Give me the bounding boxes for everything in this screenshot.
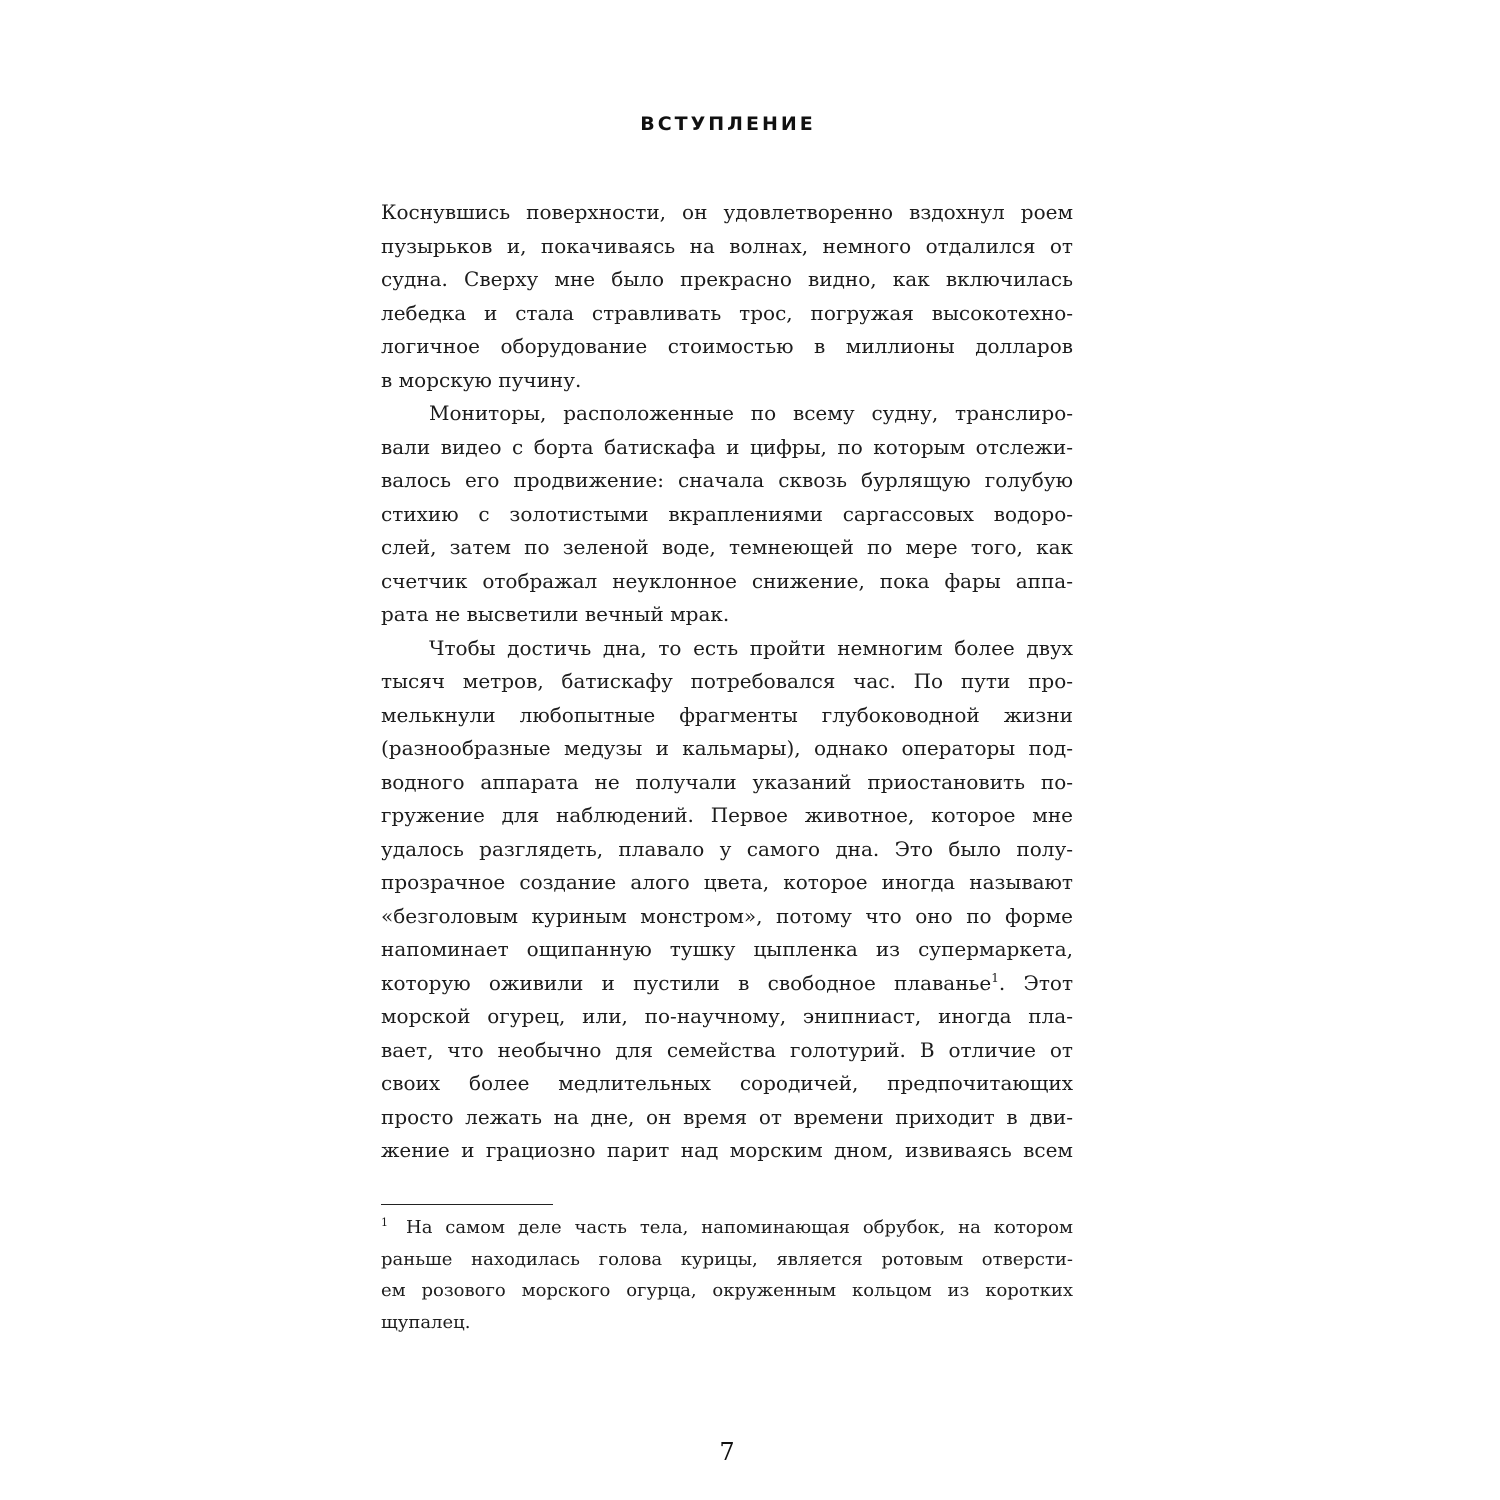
footnote-marker: 1 <box>381 1216 388 1229</box>
body-text <box>381 196 1073 1168</box>
text-line: счетчик отображал неуклонное снижение, пока фары аппа- <box>381 568 1073 593</box>
page-number: 7 <box>719 1438 735 1466</box>
text-line: вали видео с борта батискафа и цифры, по которым отслежи- <box>381 434 1073 459</box>
footnote-text: На самом деле часть тела, напоминающая обрубок, на котором <box>406 1217 1073 1238</box>
footnote-divider <box>381 1204 553 1205</box>
text-line: своих более медлительных сородичей, предпочитающих <box>381 1071 1073 1095</box>
text-line: судна. Сверху мне было прекрасно видно, как включилась <box>381 267 1073 291</box>
text-line: тысяч метров, батискафу потребовался час. По пути про- <box>381 669 1073 693</box>
footnote-line: ем розового морского огурца, окруженным кольцом из коротких <box>381 1280 1073 1301</box>
text-line: вает, что необычно для семейства голотурий. В отличие от <box>381 1037 1073 1062</box>
text-line: морской огурец, или, по-научному, энипниаст, иногда пла- <box>381 1004 1073 1028</box>
text-segment: которую оживили и пустили в свободное плаванье <box>381 970 992 995</box>
text-line: мелькнули любопытные фрагменты глубоководной жизни <box>381 702 1073 727</box>
footnote-line: раньше находилась голова курицы, является ротовым отверсти- <box>381 1248 1073 1270</box>
text-line: гружение для наблюдений. Первое животное, которое мне <box>381 803 1073 827</box>
text-line: напоминает ощипанную тушку цыпленка из супермаркета, <box>381 937 1073 961</box>
text-line: в морскую пучину. <box>381 367 582 392</box>
text-line: лебедка и стала стравливать трос, погружая высокотехно- <box>381 300 1073 325</box>
text-line: «безголовым куриным монстром», потому что оно по форме <box>381 903 1073 928</box>
footnote-reference[interactable]: 1 <box>991 970 999 985</box>
text-line: прозрачное создание алого цвета, которое иногда называют <box>381 870 1073 894</box>
text-line: пузырьков и, покачиваясь на волнах, немного отдалился от <box>381 233 1073 258</box>
footnote <box>381 1212 1073 1338</box>
running-head: ВСТУПЛЕНИЕ <box>640 113 816 135</box>
footnote-line <box>381 1212 1073 1244</box>
text-line-with-footnote <box>381 967 1073 1001</box>
text-line: логичное оборудование стоимостью в миллионы долларов <box>381 334 1073 358</box>
text-line: валось его продвижение: сначала сквозь бурлящую голубую <box>381 468 1073 492</box>
text-line: Мониторы, расположенные по всему судну, транслиро- <box>429 401 1073 425</box>
text-line: жение и грациозно парит над морским дном, извиваясь всем <box>381 1138 1073 1162</box>
text-line: просто лежать на дне, он время от времени приходит в дви- <box>381 1104 1073 1129</box>
text-line: стихию с золотистыми вкраплениями саргассовых водоро- <box>381 501 1073 526</box>
text-line: (разнообразные медузы и кальмары), однако операторы под- <box>381 736 1073 760</box>
text-line: Коснувшись поверхности, он удовлетворенно вздохнул роем <box>381 200 1073 224</box>
text-line: удалось разглядеть, плавало у самого дна. Это было полу- <box>381 836 1073 861</box>
text-line: рата не высветили вечный мрак. <box>381 602 730 626</box>
text-line: слей, затем по зеленой воде, темнеющей по мере того, как <box>381 535 1073 559</box>
footnote-line: щупалец. <box>381 1311 471 1333</box>
text-line: водного аппарата не получали указаний приостановить по- <box>381 769 1073 794</box>
text-segment: . Этот <box>998 970 1073 995</box>
text-line: Чтобы достичь дна, то есть пройти немногим более двух <box>429 635 1073 660</box>
